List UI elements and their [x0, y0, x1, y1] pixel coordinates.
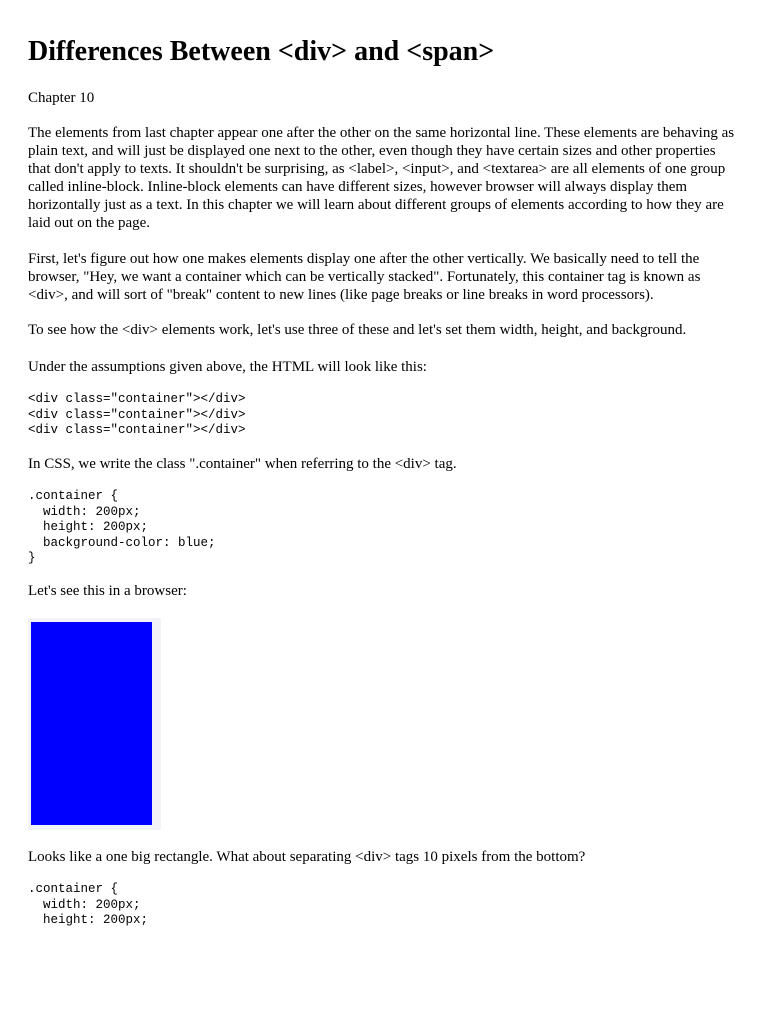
paragraph-under: Under the assumptions given above, the HTML will look like this:	[28, 359, 427, 375]
chapter-label: Chapter 10	[28, 90, 95, 106]
page-title: Differences Between <div> and <span>	[28, 36, 495, 67]
paragraph-lets-see: Let's see this in a browser:	[28, 583, 187, 599]
paragraph-to-see: To see how the <div> elements work, let's use three of these and let's set them width, height, and background.	[28, 322, 687, 338]
code-line: height: 200px;	[28, 520, 149, 534]
code-block-html-divs	[28, 392, 246, 439]
code-line: height: 200px;	[28, 913, 149, 927]
code-line: width: 200px;	[28, 504, 141, 519]
paragraph-looks-like: Looks like a one big rectangle. What about separating <div> tags 10 pixels from the bottom?	[28, 849, 586, 865]
browser-demo-frame	[28, 618, 161, 830]
code-line: <div class="container"></div>	[28, 423, 246, 437]
paragraph-in-css: In CSS, we write the class ".container" when referring to the <div> tag.	[28, 456, 457, 472]
code-block-css-container-2	[28, 882, 148, 929]
paragraph-intro: The elements from last chapter appear one after the other on the same horizontal line. These elements are behaving as plain text, and will just be displayed one next to the other, even though they have certain sizes and other properties that don't apply to texts. It shouldn't be surprising, as <label>, <input>, and <textarea> are all elements of one group called inline-block. Inline-block elements can have different sizes, however browser will always display them horizontally just as a text. In this chapter we will learn about different groups of elements according to how they are laid out on the page.	[28, 125, 735, 231]
code-line: .container {	[28, 489, 119, 503]
code-line: <div class="container"></div>	[28, 407, 246, 422]
code-block-css-container	[28, 489, 216, 567]
code-line: .container {	[28, 882, 119, 896]
code-line: background-color: blue;	[28, 535, 216, 550]
code-line: <div class="container"></div>	[28, 392, 246, 406]
paragraph-first: First, let's figure out how one makes elements display one after the other vertically. We basically need to tell the browser, "Hey, we want a container which can be vertically stacked". Fortunately, this container tag is known as <div>, and will sort of "break" content to new lines (like page breaks or line breaks in word processors).	[28, 251, 701, 303]
code-line: }	[28, 551, 36, 565]
blue-container-demo	[31, 622, 152, 825]
code-line: width: 200px;	[28, 897, 141, 912]
